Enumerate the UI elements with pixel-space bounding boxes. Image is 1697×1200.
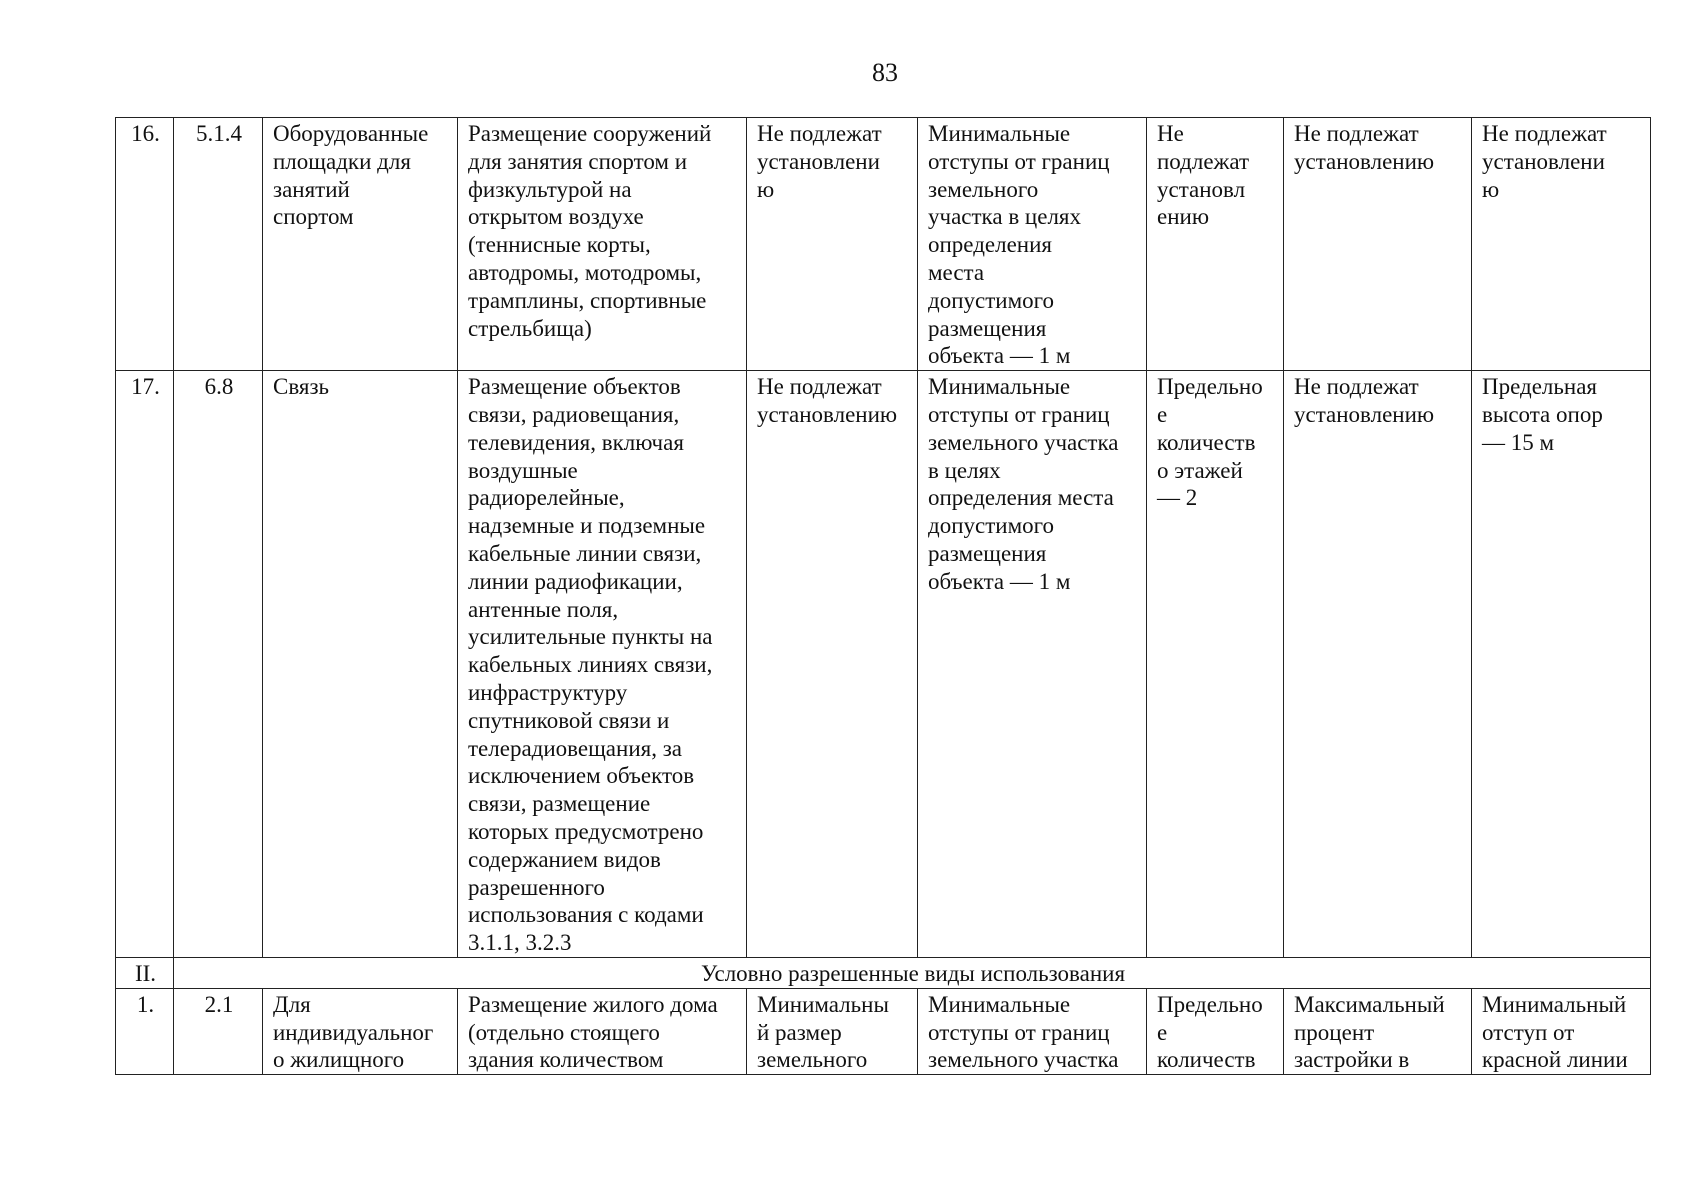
table-row <box>116 988 1651 1074</box>
use-code: 6.8 <box>174 371 263 958</box>
section-header-row <box>116 957 1651 988</box>
floors-cell: Предельно е количеств <box>1147 988 1284 1074</box>
section-title: Условно разрешенные виды использования <box>174 957 1651 988</box>
use-description: Размещение объектов связи, радиовещания, телевидения, включая воздушные радиорелейные, надземные и подземные кабельные линии связи, линии радиофикации, антенные поля, усилительные пункты на кабельных линиях связи, инфраструктуру спутниковой связи и телерадиовещания, за исключением объектов связи, размещение которых предусмотрено содержанием видов разрешенного использования с кодами 3.1.1, 3.2.3 <box>458 371 747 958</box>
page-number: 83 <box>872 58 898 87</box>
use-code: 2.1 <box>174 988 263 1074</box>
land-use-table <box>115 117 1651 1075</box>
coverage-cell: Не подлежат установлению <box>1284 118 1472 371</box>
use-description: Размещение сооружений для занятия спортом и физкультурой на открытом воздухе (теннисные корты, автодромы, мотодромы, трамплины, спортивные стрельбища) <box>458 118 747 371</box>
coverage-cell: Максимальный процент застройки в <box>1284 988 1472 1074</box>
plot-size-cell: Минимальны й размер земельного <box>747 988 918 1074</box>
row-number: 17. <box>116 371 174 958</box>
coverage-cell: Не подлежат установлению <box>1284 371 1472 958</box>
row-number: 16. <box>116 118 174 371</box>
floors-cell: Не подлежат установл ению <box>1147 118 1284 371</box>
plot-size-cell: Не подлежат установлению <box>747 371 918 958</box>
other-params-cell: Минимальный отступ от красной линии <box>1472 988 1651 1074</box>
other-params-cell: Предельная высота опор — 15 м <box>1472 371 1651 958</box>
table-row <box>116 118 1651 371</box>
use-description: Размещение жилого дома (отдельно стоящего здания количеством <box>458 988 747 1074</box>
use-name: Связь <box>263 371 458 958</box>
table-row <box>116 371 1651 958</box>
use-code: 5.1.4 <box>174 118 263 371</box>
setbacks-cell: Минимальные отступы от границ земельного участка в целях определения места допустимого размещения объекта — 1 м <box>918 371 1147 958</box>
plot-size-cell: Не подлежат установлени ю <box>747 118 918 371</box>
setbacks-cell: Минимальные отступы от границ земельного участка <box>918 988 1147 1074</box>
other-params-cell: Не подлежат установлени ю <box>1472 118 1651 371</box>
use-name: Оборудованные площадки для занятий спортом <box>263 118 458 371</box>
row-number: 1. <box>116 988 174 1074</box>
use-name: Для индивидуальног о жилищного <box>263 988 458 1074</box>
setbacks-cell: Минимальные отступы от границ земельного участка в целях определения места допустимого размещения объекта — 1 м <box>918 118 1147 371</box>
section-number: II. <box>116 957 174 988</box>
floors-cell: Предельно е количеств о этажей — 2 <box>1147 371 1284 958</box>
